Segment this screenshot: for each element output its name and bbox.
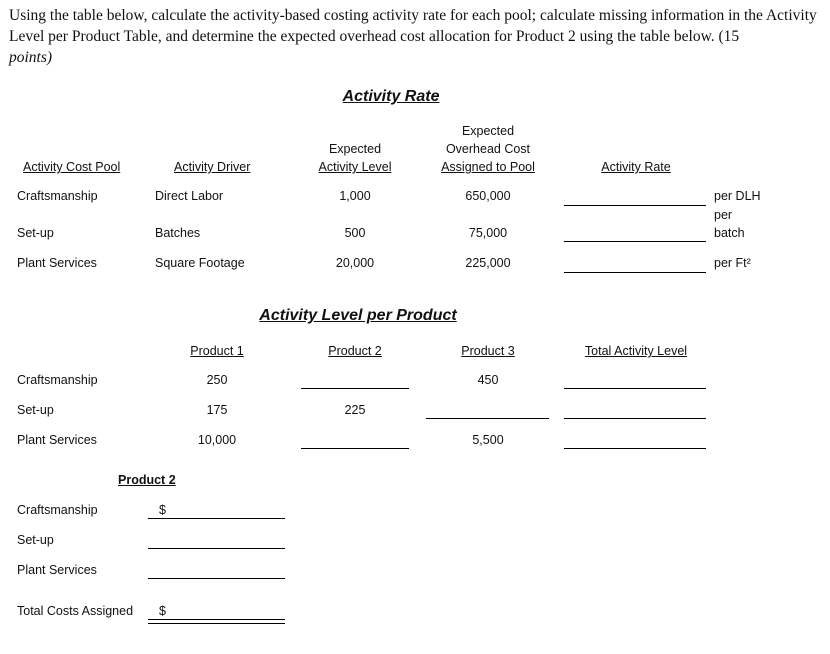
level-row-plant-product1: 10,000	[197, 433, 237, 447]
level-blank-plant-total	[564, 448, 706, 449]
level-row-setup-pool: Set-up	[17, 403, 54, 417]
rate-row-plant-pool: Plant Services	[17, 256, 97, 270]
rate-unit-setup-line1: per	[714, 208, 733, 222]
allocation-title: Product 2	[118, 473, 176, 487]
header-total-activity-level: Total Activity Level	[584, 344, 688, 358]
header-activity-cost-pool: Activity Cost Pool	[23, 160, 121, 174]
alloc-row-setup: Set-up	[17, 533, 54, 547]
header-activity-rate: Activity Rate	[601, 160, 671, 174]
rate-row-craftsmanship-overhead: 650,000	[465, 189, 511, 203]
level-row-craftsmanship-pool: Craftsmanship	[17, 373, 98, 387]
rate-blank-craftsmanship	[564, 205, 706, 206]
rate-row-craftsmanship-driver: Direct Labor	[155, 189, 224, 203]
alloc-blank-total	[148, 619, 285, 624]
rate-row-craftsmanship-pool: Craftsmanship	[17, 189, 98, 203]
level-blank-setup-product3	[426, 418, 549, 419]
header-overhead-line3: Assigned to Pool	[441, 160, 535, 174]
level-row-setup-product2: 225	[344, 403, 366, 417]
level-row-craftsmanship-product3: 450	[477, 373, 499, 387]
header-overhead-line1: Expected	[461, 124, 515, 138]
level-row-plant-product3: 5,500	[472, 433, 504, 447]
alloc-blank-craftsmanship	[148, 518, 285, 519]
instructions-points: points)	[9, 49, 53, 66]
instructions-main: Using the table below, calculate the activity-based costing activity rate for each pool; calculate missing information in the Activity Level per Product Table, and determine the expected overhead cost allocation for Product 2 using the table below. (15	[9, 7, 817, 45]
activity-rate-title: Activity Rate	[342, 88, 440, 105]
level-row-plant-pool: Plant Services	[17, 433, 97, 447]
level-blank-craftsmanship-total	[564, 388, 706, 389]
alloc-blank-plant	[148, 578, 285, 579]
rate-row-craftsmanship-level: 1,000	[339, 189, 371, 203]
header-product1: Product 1	[190, 344, 244, 358]
alloc-row-plant: Plant Services	[17, 563, 97, 577]
rate-row-setup-overhead: 75,000	[468, 226, 508, 240]
header-overhead-line2: Overhead Cost	[445, 142, 531, 156]
alloc-dollar-craftsmanship: $	[159, 503, 166, 517]
instructions-text	[9, 5, 824, 68]
level-blank-plant-product2	[301, 448, 409, 449]
rate-row-setup-driver: Batches	[155, 226, 201, 240]
rate-row-plant-overhead: 225,000	[465, 256, 511, 270]
header-expected-level-line1: Expected	[328, 142, 382, 156]
rate-unit-setup-line2: batch	[714, 226, 745, 240]
level-blank-craftsmanship-product2	[301, 388, 409, 389]
level-row-craftsmanship-product1: 250	[206, 373, 228, 387]
rate-row-setup-level: 500	[344, 226, 366, 240]
level-blank-setup-total	[564, 418, 706, 419]
header-activity-driver: Activity Driver	[174, 160, 251, 174]
rate-row-plant-level: 20,000	[335, 256, 375, 270]
rate-row-plant-driver: Square Footage	[155, 256, 245, 270]
alloc-row-craftsmanship: Craftsmanship	[17, 503, 98, 517]
header-product2: Product 2	[328, 344, 382, 358]
level-row-setup-product1: 175	[206, 403, 228, 417]
header-product3: Product 3	[461, 344, 515, 358]
activity-level-title: Activity Level per Product	[259, 307, 457, 324]
alloc-blank-setup	[148, 548, 285, 549]
header-expected-level-line2: Activity Level	[318, 160, 392, 174]
rate-unit-craftsmanship: per DLH	[714, 189, 761, 203]
rate-blank-plant	[564, 272, 706, 273]
alloc-total-label: Total Costs Assigned	[17, 604, 134, 618]
rate-unit-plant: per Ft²	[714, 256, 751, 270]
alloc-dollar-total: $	[159, 604, 166, 618]
rate-row-setup-pool: Set-up	[17, 226, 54, 240]
rate-blank-setup	[564, 241, 706, 242]
